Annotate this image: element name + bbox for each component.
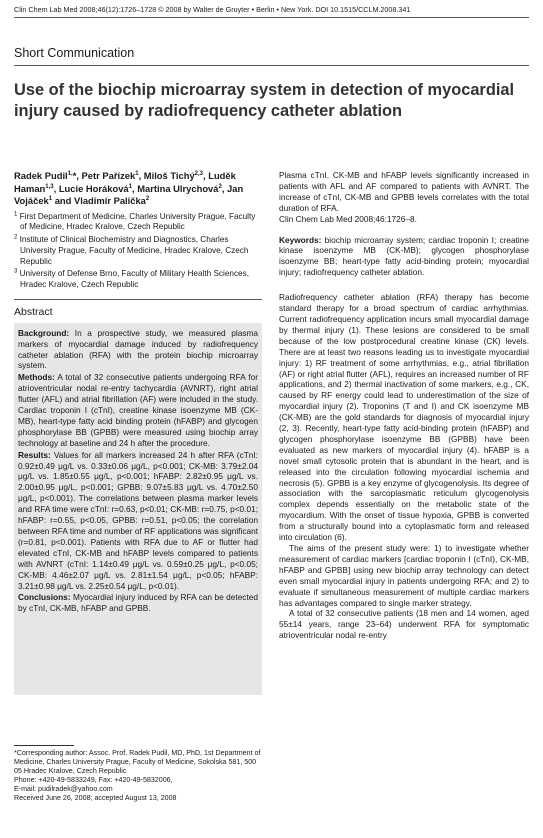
received-dates: Received June 26, 2008; accepted August 13, 2008 — [14, 793, 177, 802]
correspondence-email[interactable]: E-mail: pudilradek@yahoo.com — [14, 784, 113, 793]
abstract-conclusions: Conclusions: Myocardial injury induced by RFA can be detected by cTnI, CK-MB, hFABP and GPBB. — [18, 592, 258, 614]
affiliation-1: $^1$ First Department of Medicine, Charles University Prague, Faculty of Medicine, Hradec Kralove, Czech Republic — [14, 211, 256, 232]
affiliation-3: $^3$ University of Defense Brno, Faculty of Military Health Sciences, Hradec Kralove, Czech Republic — [14, 268, 249, 289]
correspondence-phone: Phone: +420-49-5833249, Fax: +420-49-5832006, — [14, 775, 173, 784]
footnote-rule — [14, 745, 74, 746]
section-rule — [14, 65, 529, 66]
header-rule — [14, 17, 529, 18]
abstract-rule — [14, 299, 262, 300]
abstract-results: Results: Values for all markers increased 24 h after RFA (cTnI: 0.92±0.49 μg/L vs. 0.33±0.06 μg/L, p<0.001; CK-MB: 3.79±2.04 μg/L vs. 1.85±0.55 μg/L, p<0.001; hFABP: 2.82±0.95 μg/L vs. 2.00±0.95 μg/L, p<0.001; GPBB: 9.07±5.83 μg/L vs. 4.70±2.50 μg/L, p<0.001). The correlations between plasma marker levels and RFA time were cTnI: r=0.63, p<0.01; CK-MB: r=0.75, p<0.01; hFABP: r=0.55, p<0.05, GPBB: r=0.51, p<0.05; the correlation between RFA time and number of RF applications was significant (r=0.81, p<0.001). Patients with RFA due to AF or flutter had elevated cTnI, CK-MB and hFABP levels compared to patients with AVNRT (cTnI: 1.14±0.49 μg/L vs. 0.59±0.25 μg/L, p<0.05; CK-MB: 4.46±2.07 μg/L vs. 2.81±1.54 μg/L, p<0.05; hFABP: 3.21±0.98 μg/L vs. 2.25±0.54 μg/L, p<0.01). — [18, 449, 259, 591]
article-title: Use of the biochip microarray system in detection of myocardial injury caused by radiofrequency catheter ablation — [14, 81, 515, 120]
keywords: Keywords: biochip microarray system; cardiac troponin I; creatine kinase isoenzyme MB (CK-MB); glycogen phosphorylase isoenzyme BB; heart-type fatty acid-binding protein; myocardial injury; radiofrequency catheter ablation. — [279, 234, 530, 278]
abstract-methods: Methods: A total of 32 consecutive patients undergoing RFA for atrioventricular nodal re-entry tachycardia (AVNRT), right atrial flutter (AFL) and atrial fibrillation (AF) were included in the study. Cardiac troponin I (cTnI), creatine kinase isoenzyme MB (CK-MB), heart-type fatty acid binding protein (hFABP) and glycogen phosphorylase BB (GPBB) were measured using biochip array technology at baseline and 24 h after the procedure. — [18, 372, 258, 448]
body-paragraph-3: A total of 32 consecutive patients (18 men and 14 women, aged 55±14 years, range 23–64) underwent RFA for symptomatic atrioventricular nodal re-entry — [279, 608, 529, 641]
abstract-box — [14, 323, 262, 695]
body-paragraph-2: The aims of the present study were: 1) to investigate whether measurement of cardiac markers [cardiac troponin I (cTnI), CK-MB, hFABP and GPBB] using new biochip array technology can detect even small myocardial injury in patients undergoing RFA; and 2) to evaluate if simultaneous measurement of multiple cardiac markers has advantages compared to single marker strategy. — [279, 543, 529, 608]
affiliation-2: $^2$ Institute of Clinical Biochemistry and Diagnostics, Charles University Prague, Faculty of Medicine, Hradec Kralove, Czech Republic — [14, 234, 249, 266]
running-head: Clin Chem Lab Med 2008;46(12):1726–1728 © 2008 by Walter de Gruyter • Berlin • New York. DOI 10.1515/CCLM.2008.341 — [14, 5, 411, 14]
section-label: Short Communication — [14, 46, 135, 60]
abstract-background: Background: In a prospective study, we measured plasma markers of myocardial damage induced by radiofrequency catheter ablation (RFA) with the protein biochip microarray system. — [18, 327, 258, 371]
affiliation-list — [14, 212, 262, 291]
right-column — [279, 170, 529, 641]
body-text — [279, 292, 529, 641]
abstract-conclusions-continued: Plasma cTnI, CK-MB and hFABP levels significantly increased in patients with AFL and AF compared to patients with AVNRT. The increase of cTnI, CK-MB and GPBB levels correlates with the total duration of RFA. — [279, 170, 529, 213]
author-list: Radek Pudil$^{1,}$*, Petr Pařízek$^1$, Miloš Tichý$^{2,3}$, Luděk Haman$^{1,3}$, Lucie Horáková$^1$, Martina Ulrychová$^2$, Jan Vojáček$^1$ and Vladimír Palička$^2$ — [14, 170, 244, 207]
left-column — [14, 170, 262, 695]
correspondence-footnote — [14, 749, 264, 802]
abstract-heading: Abstract — [14, 305, 53, 318]
citation: Clin Chem Lab Med 2008;46:1726–8. — [279, 213, 417, 224]
body-paragraph-1: Radiofrequency catheter ablation (RFA) therapy has become standard therapy for a broad spectrum of cardiac arrhythmias. Current radiofrequency application incurs small myocardial damage by thermal injury (1). These lesions are considered to be small because of the low postprocedural creatine kinase (CK) levels. There are at least two reasons leading us to investigate myocardial injury: 1) RF treatment of some arrhythmias, e.g., atrial fibrillation (AF) or right atrial flutter (AFL), requires an increased number of RF applications, and 2) thermal inactivation of some markers, e.g., CK, caused by RF energy could lead to underestimation of the size of myocardial injury (2). Troponins (T and I) and CK isoenzyme MB (CK-MB) are the gold standards for diagnosis of myocardial injury (2, 3). Recently, heart-type fatty acid-binding protein (hFABP) and glycogen phosphorylase isoenzyme BB (GPBB) have been evaluated as new markers of myocardial injury (4). hFABP is a novel small cytosolic protein that is abundant in the heart, and is released into the circulation following myocardial ischemia and necrosis (5). GPBB is a key enzyme of glycogenolysis. Its degree of association with the sarcoplasmatic reticulum glycogenolysis complex depends essentially on the metabolic state of the myocardium. With the onset of tissue hypoxia, GPBB is converted from a structurally bound into a cytoplasmatic form and released into circulation (6). — [279, 292, 529, 543]
correspondence-author: *Corresponding author: Assoc. Prof. Radek Pudil, MD, PhD, 1st Department of Medicine, Charles University Prague, Faculty of Medicine, Sokolska 581, 500 05 Hradec Kralove, Czech Republic — [14, 749, 261, 775]
abstract-continuation — [279, 170, 529, 278]
